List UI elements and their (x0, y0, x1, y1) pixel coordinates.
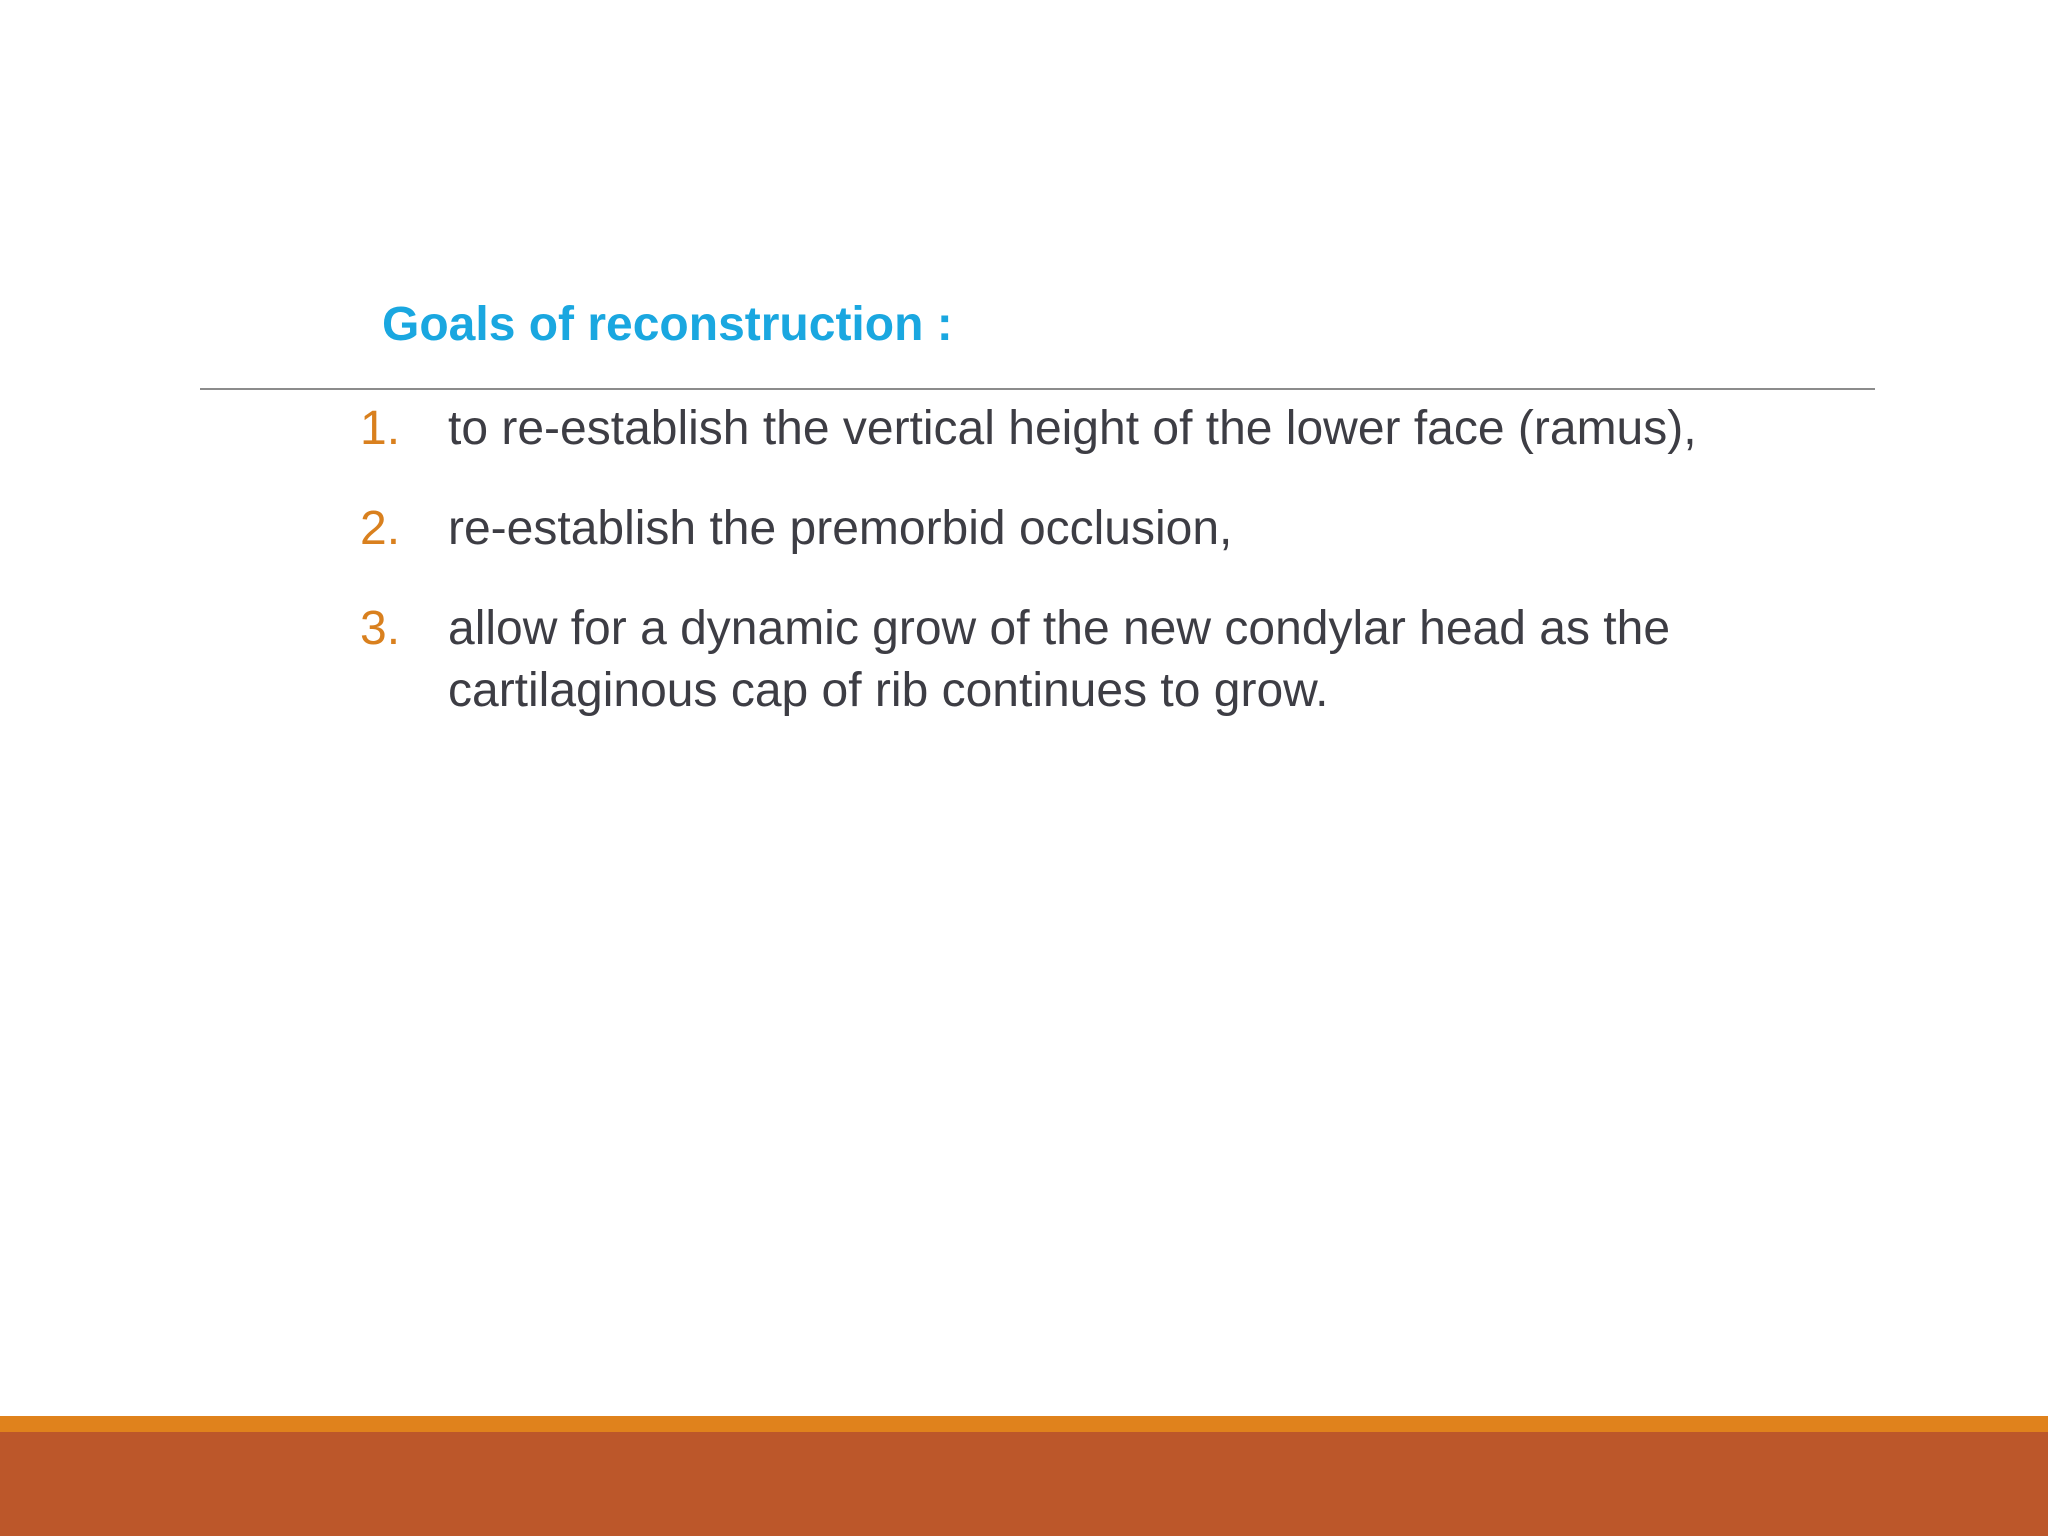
title-divider (200, 388, 1875, 390)
goals-list (360, 398, 1700, 760)
slide-title: Goals of reconstruction : (382, 298, 953, 351)
list-item (360, 498, 1700, 560)
list-item (360, 398, 1700, 460)
list-item-text: re-establish the premorbid occlusion, (448, 502, 1233, 555)
list-item-number: 1. (360, 402, 401, 455)
list-item (360, 598, 1700, 722)
list-item-number: 3. (360, 602, 401, 655)
footer-bar (0, 1432, 2048, 1536)
list-item-number: 2. (360, 502, 401, 555)
list-item-text: to re-establish the vertical height of the lower face (ramus), (448, 402, 1697, 455)
footer-accent-bar (0, 1416, 2048, 1432)
list-item-text: allow for a dynamic grow of the new condylar head as the cartilaginous cap of rib continues to grow. (448, 602, 1671, 717)
